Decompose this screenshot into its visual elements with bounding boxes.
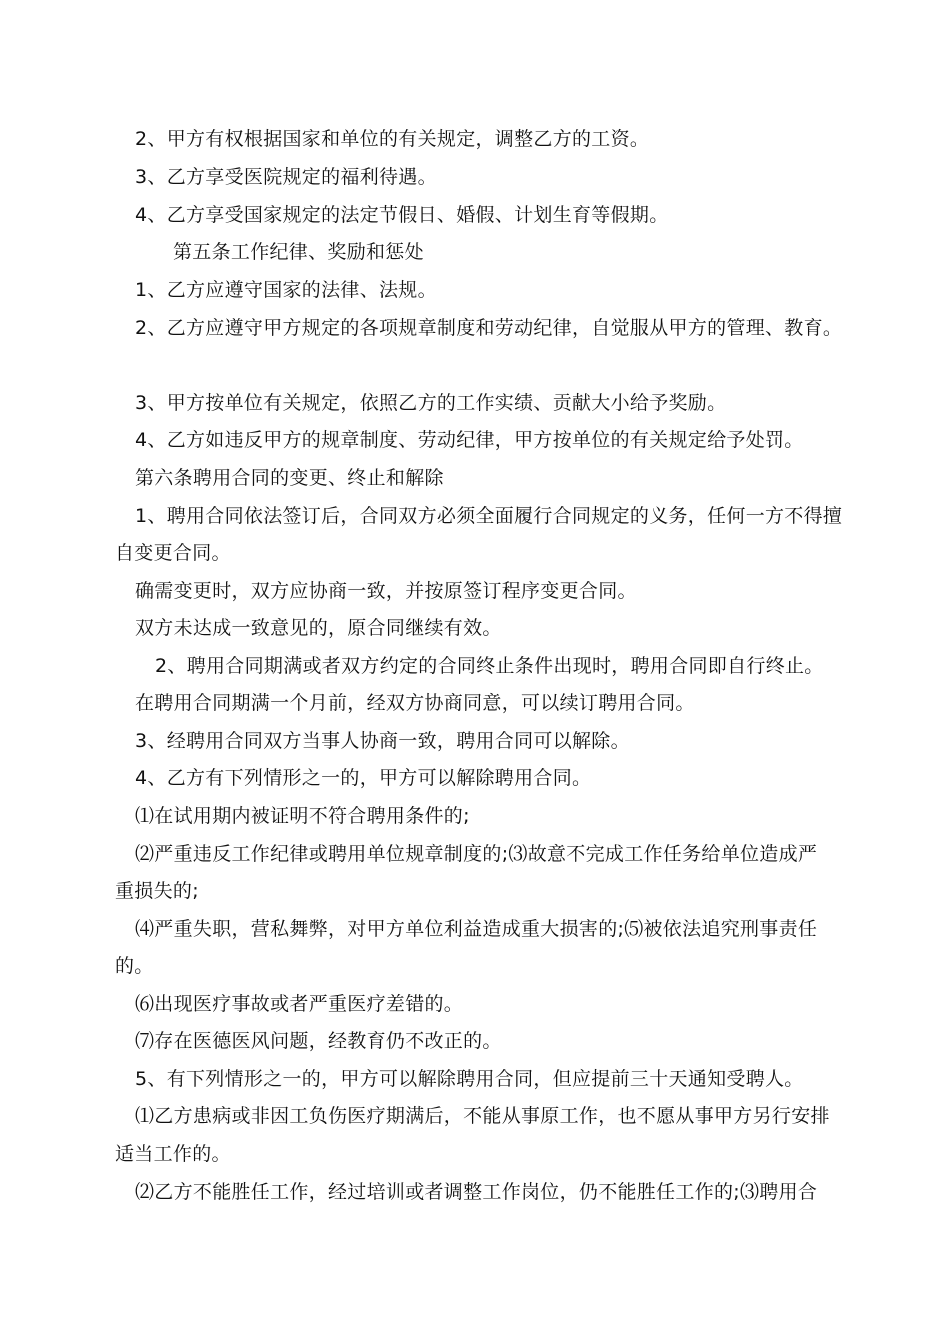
- para-contract-change-1-cont: 自变更合同。: [115, 542, 231, 564]
- para-holidays: 4、乙方享受国家规定的法定节假日、婚假、计划生育等假期。: [135, 204, 669, 226]
- para-welfare: 3、乙方享受医院规定的福利待遇。: [135, 166, 437, 188]
- item-misconduct: ⑷严重失职，营私舞弊，对甲方单位利益造成重大损害的;⑸被依法追究刑事责任: [135, 918, 818, 940]
- item-illness: ⑴乙方患病或非因工负伤医疗期满后，不能从事原工作，也不愿从事甲方另行安排: [135, 1105, 830, 1127]
- para-reward: 3、甲方按单位有关规定，依照乙方的工作实绩、贡献大小给予奖励。: [135, 392, 727, 414]
- para-renewal: 在聘用合同期满一个月前，经双方协商同意，可以续订聘用合同。: [135, 692, 695, 714]
- item-ethics: ⑺存在医德医风问题，经教育仍不改正的。: [135, 1030, 502, 1052]
- para-wage-adjust: 2、甲方有权根据国家和单位的有关规定，调整乙方的工资。: [135, 128, 650, 150]
- para-contract-change-1: 1、聘用合同依法签订后，合同双方必须全面履行合同规定的义务，任何一方不得擅: [135, 505, 843, 527]
- para-contract-expiry: 2、聘用合同期满或者双方约定的合同终止条件出现时，聘用合同即自行终止。: [155, 655, 824, 677]
- para-obey-rules: 2、乙方应遵守甲方规定的各项规章制度和劳动纪律，自觉服从甲方的管理、教育。: [135, 317, 843, 339]
- item-probation: ⑴在试用期内被证明不符合聘用条件的;: [135, 805, 470, 827]
- para-notice-dissolution: 5、有下列情形之一的，甲方可以解除聘用合同，但应提前三十天通知受聘人。: [135, 1068, 804, 1090]
- para-penalty: 4、乙方如违反甲方的规章制度、劳动纪律，甲方按单位的有关规定给予处罚。: [135, 429, 804, 451]
- para-change-procedure: 确需变更时，双方应协商一致，并按原签订程序变更合同。: [135, 580, 637, 602]
- para-mutual-dissolution: 3、经聘用合同双方当事人协商一致，聘用合同可以解除。: [135, 730, 630, 752]
- item-violation-cont: 重损失的;: [115, 880, 199, 902]
- para-no-agreement: 双方未达成一致意见的，原合同继续有效。: [135, 617, 502, 639]
- item-medical-accident: ⑹出现医疗事故或者严重医疗差错的。: [135, 993, 464, 1015]
- section-heading-6: 第六条聘用合同的变更、终止和解除: [135, 467, 444, 489]
- para-obey-law: 1、乙方应遵守国家的法律、法规。: [135, 279, 437, 301]
- item-incompetence: ⑵乙方不能胜任工作，经过培训或者调整工作岗位，仍不能胜任工作的;⑶聘用合: [135, 1181, 818, 1203]
- section-heading-5: 第五条工作纪律、奖励和惩处: [173, 241, 424, 263]
- item-illness-cont: 适当工作的。: [115, 1143, 231, 1165]
- item-misconduct-cont: 的。: [115, 955, 154, 977]
- para-dissolution-cases: 4、乙方有下列情形之一的，甲方可以解除聘用合同。: [135, 767, 592, 789]
- item-violation: ⑵严重违反工作纪律或聘用单位规章制度的;⑶故意不完成工作任务给单位造成严: [135, 843, 818, 865]
